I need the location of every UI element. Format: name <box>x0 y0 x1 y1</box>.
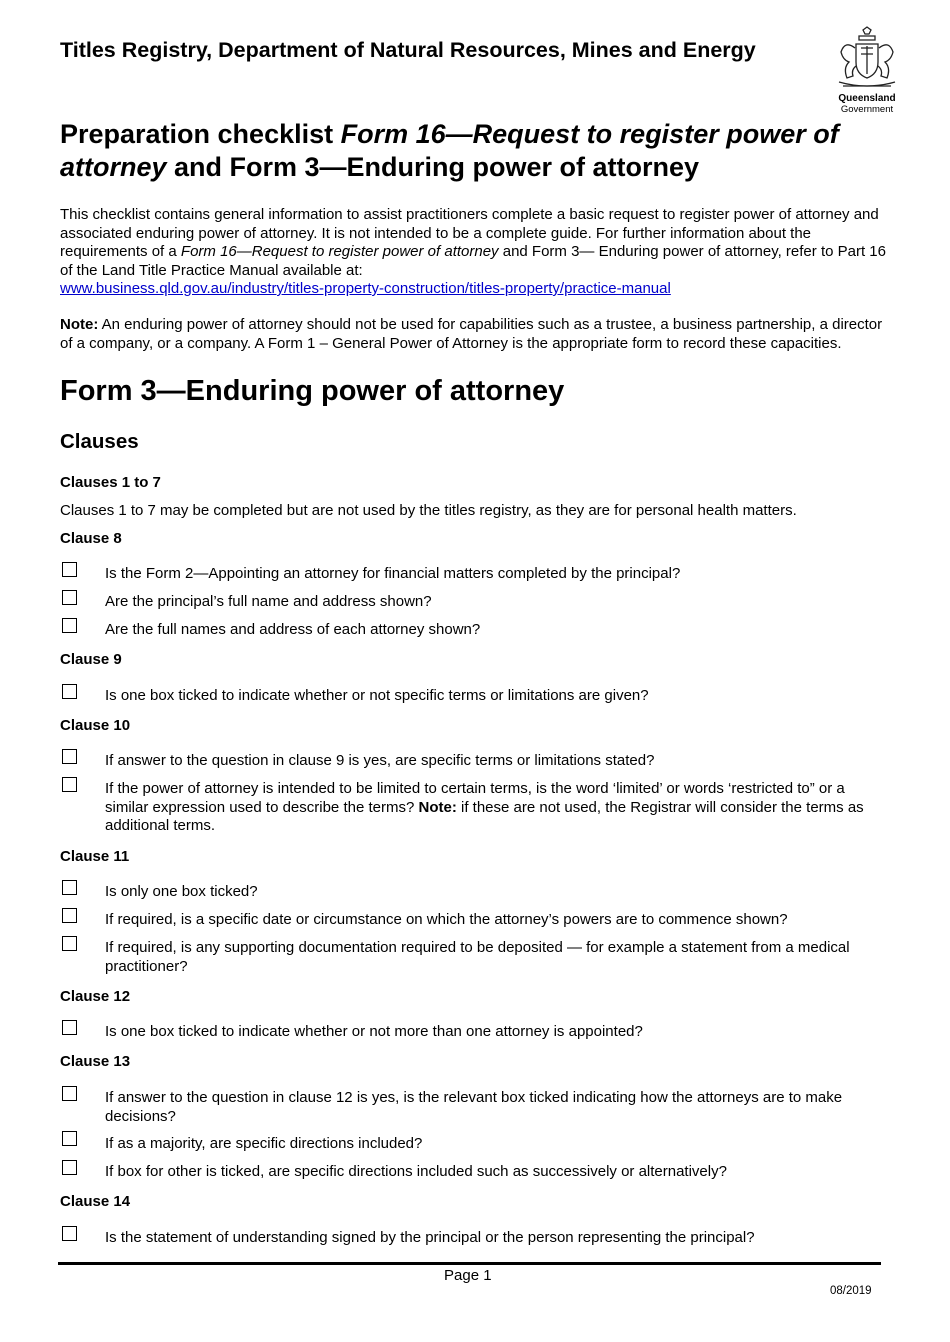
checkbox[interactable] <box>62 1020 77 1035</box>
clause-heading-9: Clause 9 <box>60 651 122 668</box>
checkbox[interactable] <box>62 1160 77 1175</box>
checklist-item: Are the principal’s full name and address shown? <box>105 593 432 610</box>
footer-divider <box>58 1262 881 1265</box>
checklist-item: If box for other is ticked, are specific directions included such as successively or alternatively? <box>105 1163 727 1180</box>
coat-of-arms-icon <box>833 26 901 92</box>
checklist-item <box>105 780 890 836</box>
item-note-label: Note: <box>418 798 457 816</box>
item-text-part2: if these are not used, the Registrar will consider the terms as additional terms. <box>105 798 864 834</box>
clause-heading-13: Clause 13 <box>60 1053 131 1070</box>
checklist-item: Is the statement of understanding signed by the principal or the person representing the principal? <box>105 1229 755 1246</box>
checklist-item: If answer to the question in clause 12 is yes, is the relevant box ticked indicating how the attorneys are to make decisions? <box>105 1089 843 1125</box>
title-part2: Form 16—Request to register power of attorney <box>60 119 839 182</box>
checklist-item: If required, is a specific date or circumstance on which the attorney’s powers are to commence shown? <box>105 911 788 928</box>
clause-heading-11: Clause 11 <box>60 848 130 865</box>
intro-text-form16: Form 16—Request to register power of attorney <box>180 243 499 260</box>
clause-heading-12: Clause 12 <box>60 988 131 1005</box>
checkbox[interactable] <box>62 1226 77 1241</box>
page-number: Page 1 <box>444 1267 492 1284</box>
checklist-item: Are the full names and address of each attorney shown? <box>105 621 481 638</box>
checkbox[interactable] <box>62 1086 77 1101</box>
clause-heading-14: Clause 14 <box>60 1193 131 1210</box>
checklist-item: If required, is any supporting documentation required to be deposited — for example a statement from a medical practitioner? <box>105 939 850 975</box>
checklist-item: Is only one box ticked? <box>105 883 258 900</box>
intro-text-2: and Form 3— Enduring power of attorney, refer to Part 16 of the Land Title Practice Manual available at: <box>60 243 886 279</box>
checkbox[interactable] <box>62 1131 77 1146</box>
intro-text-1: This checklist contains general information to assist practitioners complete a basic request to register power of attorney and associated enduring power of attorney. It is not intended to be a complete guide. For further information about the requirements of a <box>60 206 879 260</box>
queensland-government-logo <box>833 26 901 118</box>
logo-line2: Government <box>840 104 894 115</box>
checkbox[interactable] <box>62 618 77 633</box>
clauses-heading: Clauses <box>60 430 139 453</box>
practice-manual-link[interactable]: www.business.qld.gov.au/industry/titles-property-construction/titles-property/practice-manual <box>60 280 671 297</box>
logo-line1: Queensland <box>838 93 896 104</box>
title-part3: and Form 3—Enduring power of attorney <box>166 152 700 182</box>
checklist-item: If as a majority, are specific directions included? <box>105 1135 423 1152</box>
checkbox[interactable] <box>62 777 77 792</box>
note-paragraph <box>60 316 890 353</box>
checklist-item: Is one box ticked to indicate whether or not more than one attorney is appointed? <box>105 1023 643 1040</box>
intro-paragraph <box>60 206 890 299</box>
checkbox[interactable] <box>62 562 77 577</box>
clauses-1-7-text: Clauses 1 to 7 may be completed but are not used by the titles registry, as they are for personal health matters. <box>60 502 797 519</box>
section-title: Form 3—Enduring power of attorney <box>60 375 565 407</box>
checkbox[interactable] <box>62 936 77 951</box>
document-title <box>60 118 880 184</box>
clause-heading-10: Clause 10 <box>60 717 131 734</box>
clause-heading-8: Clause 8 <box>60 530 122 547</box>
checkbox[interactable] <box>62 684 77 699</box>
title-part1: Preparation checklist <box>60 119 341 149</box>
checklist-item: If answer to the question in clause 9 is yes, are specific terms or limitations stated? <box>105 752 655 769</box>
note-text: An enduring power of attorney should not be used for capabilities such as a trustee, a business partnership, a director of a company, or a company. A Form 1 – General Power of Attorney is the appropriate form to record these capacities. <box>60 316 883 352</box>
note-label: Note: <box>60 316 99 333</box>
clause-heading-1-7: Clauses 1 to 7 <box>60 474 161 491</box>
checklist-item: Is the Form 2—Appointing an attorney for financial matters completed by the principal? <box>105 565 681 582</box>
checkbox[interactable] <box>62 880 77 895</box>
checkbox[interactable] <box>62 590 77 605</box>
header-registry: Titles Registry, Department of Natural Resources, Mines and Energy <box>60 38 756 62</box>
revision-date: 08/2019 <box>830 1285 872 1297</box>
checklist-item: Is one box ticked to indicate whether or not specific terms or limitations are given? <box>105 687 649 704</box>
checkbox[interactable] <box>62 749 77 764</box>
checkbox[interactable] <box>62 908 77 923</box>
item-text-part1: If the power of attorney is intended to be limited to certain terms, is the word ‘limited’ or words ‘restricted to” or a similar expression used to describe the terms? <box>105 780 845 816</box>
